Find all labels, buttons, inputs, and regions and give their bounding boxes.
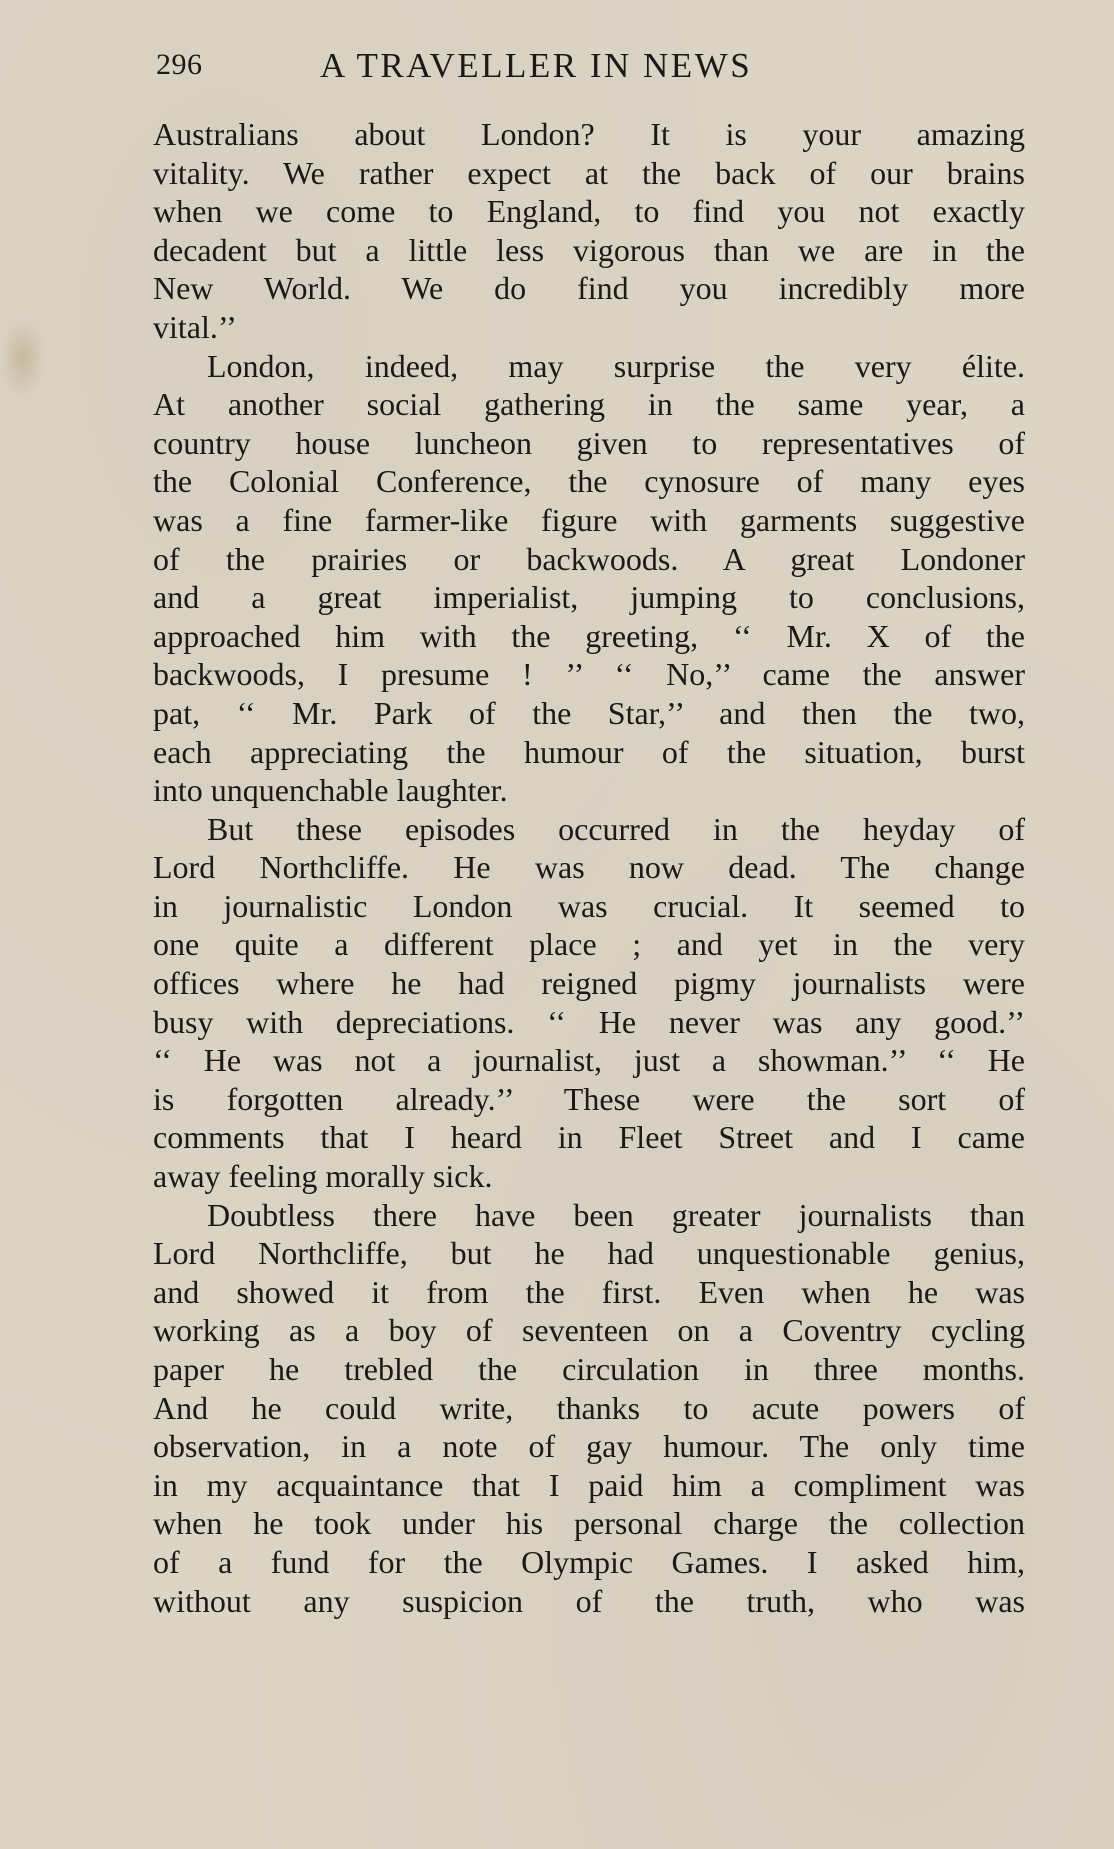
text-line: in journalistic London was crucial. It seemed to — [153, 887, 1025, 924]
text-line: vitality. We rather expect at the back of our brains — [153, 154, 1025, 191]
text-line: And he could write, thanks to acute powers of — [153, 1389, 1025, 1426]
text-line: backwoods, I presume ! ’’ ‘‘ No,’’ came the answer — [153, 656, 1025, 693]
paragraph-first-line: London, indeed, may surprise the very élite. — [207, 347, 1025, 384]
text-line: busy with depreciations. ‘‘ He never was any good.’’ — [153, 1003, 1025, 1040]
text-line: offices where he had reigned pigmy journalists were — [153, 965, 1025, 1002]
text-line: when we come to England, to find you not exactly — [153, 193, 1025, 230]
text-line: pat, ‘‘ Mr. Park of the Star,’’ and then the two, — [153, 694, 1025, 731]
page-header — [156, 44, 876, 92]
paragraph-first-line: Doubtless there have been greater journalists than — [207, 1196, 1025, 1233]
text-line: one quite a different place ; and yet in the very — [153, 926, 1025, 963]
text-line: when he took under his personal charge the collection — [153, 1505, 1025, 1542]
text-line: country house luncheon given to representatives of — [153, 424, 1025, 461]
text-line: without any suspicion of the truth, who was — [153, 1582, 1025, 1619]
text-line: working as a boy of seventeen on a Coventry cycling — [153, 1312, 1025, 1349]
text-line: approached him with the greeting, ‘‘ Mr. X of the — [153, 617, 1025, 654]
text-line: into unquenchable laughter. — [153, 772, 508, 809]
text-line: Lord Northcliffe. He was now dead. The change — [153, 849, 1025, 886]
text-line: and showed it from the first. Even when he was — [153, 1273, 1025, 1310]
body-text — [153, 115, 1025, 1620]
text-line: vital.’’ — [153, 308, 237, 345]
text-line: away feeling morally sick. — [153, 1158, 493, 1195]
text-line: in my acquaintance that I paid him a compliment was — [153, 1466, 1025, 1503]
text-line: was a fine farmer-like figure with garments suggestive — [153, 501, 1025, 538]
page-number: 296 — [156, 48, 203, 81]
text-line: paper he trebled the circulation in three months. — [153, 1351, 1025, 1387]
text-line: observation, in a note of gay humour. The only time — [153, 1428, 1025, 1465]
text-line: of the prairies or backwoods. A great Londoner — [153, 540, 1025, 577]
text-line: comments that I heard in Fleet Street and I came — [153, 1119, 1025, 1156]
text-line: each appreciating the humour of the situation, burst — [153, 733, 1025, 770]
text-line: and a great imperialist, jumping to conclusions, — [153, 579, 1025, 616]
running-head: A TRAVELLER IN NEWS — [320, 46, 753, 85]
text-line: is forgotten already.’’ These were the sort of — [153, 1080, 1025, 1117]
text-line: At another social gathering in the same year, a — [153, 386, 1025, 423]
text-line: New World. We do find you incredibly more — [153, 270, 1025, 307]
text-line: Lord Northcliffe, but he had unquestionable genius, — [153, 1235, 1025, 1272]
paper-stain — [0, 318, 46, 398]
text-line: the Colonial Conference, the cynosure of many eyes — [153, 463, 1025, 500]
text-line: of a fund for the Olympic Games. I asked him, — [153, 1543, 1025, 1580]
text-line: Australians about London? It is your amazing — [153, 116, 1025, 152]
paragraph-first-line: But these episodes occurred in the heyday of — [207, 810, 1025, 847]
text-line: decadent but a little less vigorous than we are in the — [153, 231, 1025, 268]
text-line: ‘‘ He was not a journalist, just a showman.’’ ‘‘ He — [153, 1042, 1025, 1079]
